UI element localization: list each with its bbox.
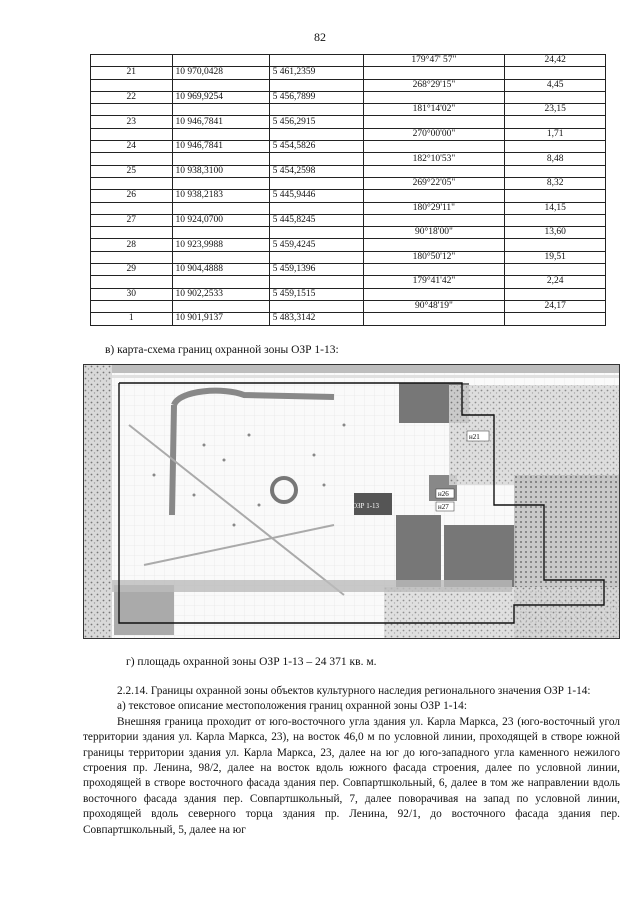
table-cell [269,128,363,140]
table-cell: 180°29'11" [363,202,505,214]
table-cell [91,202,173,214]
table-cell [172,104,269,116]
table-cell [269,177,363,189]
table-cell [91,104,173,116]
table-cell [505,288,606,300]
table-cell: 1,71 [505,128,606,140]
table-cell [363,313,505,325]
section-heading: 2.2.14. Границы охранной зоны объектов культурного наследия регионального значения ОЗР 1-14: [117,685,591,697]
table-cell [505,141,606,153]
table-cell [172,251,269,263]
table-cell: 268°29'15" [363,79,505,91]
table-cell: 180°50'12" [363,251,505,263]
table-cell: 270°00'00" [363,128,505,140]
table-cell [505,239,606,251]
table-row [91,202,606,214]
table-cell [505,313,606,325]
table-cell [505,165,606,177]
table-cell: 19,51 [505,251,606,263]
table-cell [505,116,606,128]
table-row [91,313,606,325]
table-cell: 21 [91,67,173,79]
table-cell: 10 923,9988 [172,239,269,251]
table-cell [172,55,269,67]
section-subheading: а) текстовое описание местоположения границ охранной зоны ОЗР 1-14: [117,700,467,713]
table-cell: 23,15 [505,104,606,116]
table-cell: 30 [91,288,173,300]
table-cell [91,227,173,239]
table-cell: 5 454,5826 [269,141,363,153]
table-cell: 10 924,0700 [172,214,269,226]
table-cell [172,79,269,91]
table-row [91,116,606,128]
table-cell [172,300,269,312]
table-cell [91,276,173,288]
table-cell: 5 461,2359 [269,67,363,79]
table-cell: 10 938,2183 [172,190,269,202]
table-cell: 179°41'42" [363,276,505,288]
table-cell: 25 [91,165,173,177]
table-cell [363,91,505,103]
table-cell [269,276,363,288]
table-cell [269,104,363,116]
table-cell: 10 969,9254 [172,91,269,103]
table-cell: 5 459,1396 [269,264,363,276]
table-cell: 5 445,8245 [269,214,363,226]
table-row [91,251,606,263]
map-label-zone: ОЗР 1-13 [352,502,380,510]
table-cell [172,276,269,288]
table-cell: 181°14'02" [363,104,505,116]
table-cell: 10 946,7841 [172,141,269,153]
table-cell [172,177,269,189]
table-cell [363,214,505,226]
table-row [91,104,606,116]
table-cell [269,300,363,312]
table-cell [269,227,363,239]
table-row [91,128,606,140]
table-cell [363,239,505,251]
table-cell: 90°48'19" [363,300,505,312]
table-cell [91,177,173,189]
table-cell [363,165,505,177]
page-number: 82 [314,30,326,44]
table-row [91,214,606,226]
table-cell: 8,32 [505,177,606,189]
table-cell [91,153,173,165]
table-row [91,177,606,189]
table-cell [91,251,173,263]
table-cell: 10 904,4888 [172,264,269,276]
map-building [114,585,174,635]
table-row [91,67,606,79]
table-cell: 5 454,2598 [269,165,363,177]
table-cell [505,91,606,103]
table-cell [172,202,269,214]
table-cell: 26 [91,190,173,202]
zone-map [83,364,620,639]
table-row [91,79,606,91]
table-cell: 269°22'05" [363,177,505,189]
body-paragraph: Внешняя граница проходит от юго-восточного угла здания ул. Карла Маркса, 23 (юго-восточный угол территории здания ул. Карла Маркса, 23), на восток 46,0 м по условной линии, проходящей в створе южной границы территории здания ул. Карла Маркса, 23, далее на юг до юго-западного угла каменного нежилого строения пр. Ленина, 98/2, далее на восток вдоль южного фасада строения, далее по условной линии, проходящей в створе восточного фасада здания пер. Совпартшкольный, 6, далее в том же направлении вдоль восточного фасада здания пер. Совпартшкольный, 7, далее поворачивая на запад по условной линии, проходящей вдоль северного торца здания пр. Ленина, 92/1, до восточного фасада здания пер. Совпартшкольный, 5, далее на юг [83,715,620,836]
table-cell: 10 901,9137 [172,313,269,325]
table-cell: 24 [91,141,173,153]
table-cell: 22 [91,91,173,103]
table-cell [172,227,269,239]
table-row [91,227,606,239]
table-cell [363,141,505,153]
table-row [91,276,606,288]
table-cell: 27 [91,214,173,226]
table-cell [269,202,363,214]
table-cell: 1 [91,313,173,325]
table-cell: 10 970,0428 [172,67,269,79]
table-cell: 24,17 [505,300,606,312]
coordinates-table-body [91,55,606,326]
area-caption: г) площадь охранной зоны ОЗР 1-13 – 24 371 кв. м. [126,656,377,668]
table-cell: 28 [91,239,173,251]
table-cell [363,264,505,276]
table-cell: 13,60 [505,227,606,239]
table-cell: 5 456,7899 [269,91,363,103]
table-row [91,153,606,165]
table-row [91,165,606,177]
table-cell [91,79,173,91]
table-row [91,264,606,276]
map-label-n26: н26 [438,490,449,498]
table-row [91,55,606,67]
table-cell: 182°10'53" [363,153,505,165]
table-cell [363,67,505,79]
table-cell: 8,48 [505,153,606,165]
coordinates-table [90,54,606,326]
table-cell [363,190,505,202]
map-hatched-area [84,365,112,638]
section-text [83,684,620,838]
table-row [91,141,606,153]
map-label-n21: н21 [469,433,480,441]
table-cell [172,128,269,140]
table-cell [91,300,173,312]
table-cell [172,153,269,165]
table-cell: 90°18'00" [363,227,505,239]
table-cell: 5 445,9446 [269,190,363,202]
table-cell [269,251,363,263]
table-cell: 5 456,2915 [269,116,363,128]
map-building [396,515,441,587]
table-cell [91,55,173,67]
table-cell [91,128,173,140]
table-cell: 5 459,1515 [269,288,363,300]
table-cell [363,116,505,128]
table-row [91,239,606,251]
table-cell: 4,45 [505,79,606,91]
table-cell: 23 [91,116,173,128]
table-cell [505,190,606,202]
table-cell: 10 938,3100 [172,165,269,177]
table-cell [269,55,363,67]
table-cell [505,67,606,79]
table-cell: 29 [91,264,173,276]
zone-map-drawing [84,365,619,638]
table-cell: 10 902,2533 [172,288,269,300]
table-cell [363,288,505,300]
table-cell: 24,42 [505,55,606,67]
table-cell: 179°47' 57" [363,55,505,67]
table-cell [505,264,606,276]
table-cell [269,79,363,91]
table-row [91,288,606,300]
map-building [444,525,516,587]
table-cell: 10 946,7841 [172,116,269,128]
map-caption: в) карта-схема границ охранной зоны ОЗР 1-13: [105,344,339,356]
table-cell: 5 459,4245 [269,239,363,251]
table-cell: 5 483,3142 [269,313,363,325]
table-row [91,190,606,202]
table-row [91,300,606,312]
table-row [91,91,606,103]
table-cell: 14,15 [505,202,606,214]
table-cell: 2,24 [505,276,606,288]
table-cell [269,153,363,165]
map-label-n27: н27 [438,503,449,511]
table-cell [505,214,606,226]
